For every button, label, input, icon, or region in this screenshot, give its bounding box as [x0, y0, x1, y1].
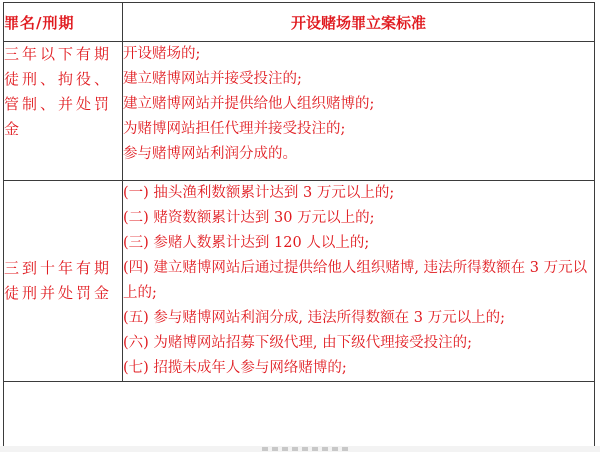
standard-item: (五) 参与赌博网站利润分成, 违法所得数额在 3 万元以上的; — [123, 310, 505, 326]
standard-item: (一) 抽头渔利数额累计达到 3 万元以上的; — [123, 185, 395, 201]
standard-item: (六) 为赌博网站招募下级代理, 由下级代理接受投注的; — [123, 335, 473, 351]
standard-item: (七) 招揽未成年人参与网络赌博的; — [123, 360, 347, 376]
standard-item: 为赌博网站担任代理并接受投注的; — [123, 121, 346, 137]
header-penalty: 罪名/刑期 — [4, 3, 123, 42]
standard-item: 开设赌场的; — [123, 46, 201, 62]
filing-standard-table — [3, 2, 595, 382]
standard-item: 建立赌博网站并提供给他人组织赌博的; — [123, 96, 375, 112]
standard-item: (四) 建立赌博网站后通过提供给他人组织赌博, 违法所得数额在 3 万元以上的; — [123, 260, 588, 301]
penalty-cell: 三到十年有期徒刑并处罚金 — [4, 181, 123, 382]
standard-item: (二) 赌资数额累计达到 30 万元以上的; — [123, 210, 375, 226]
standard-cell — [123, 42, 595, 181]
standard-item: 建立赌博网站并接受投注的; — [123, 71, 302, 87]
standard-item: (三) 参赌人数累计达到 120 人以上的; — [123, 235, 370, 251]
table-header-row — [4, 3, 595, 42]
standard-cell — [123, 181, 595, 382]
header-standard: 开设赌场罪立案标准 — [123, 3, 595, 42]
table-row — [4, 42, 595, 181]
standard-item: 参与赌博网站利润分成的。 — [123, 146, 297, 162]
table-row — [4, 181, 595, 382]
bottom-edge-marks — [262, 447, 352, 451]
penalty-cell: 三年以下有期徒刑、拘役、管制、并处罚金 — [4, 42, 123, 181]
